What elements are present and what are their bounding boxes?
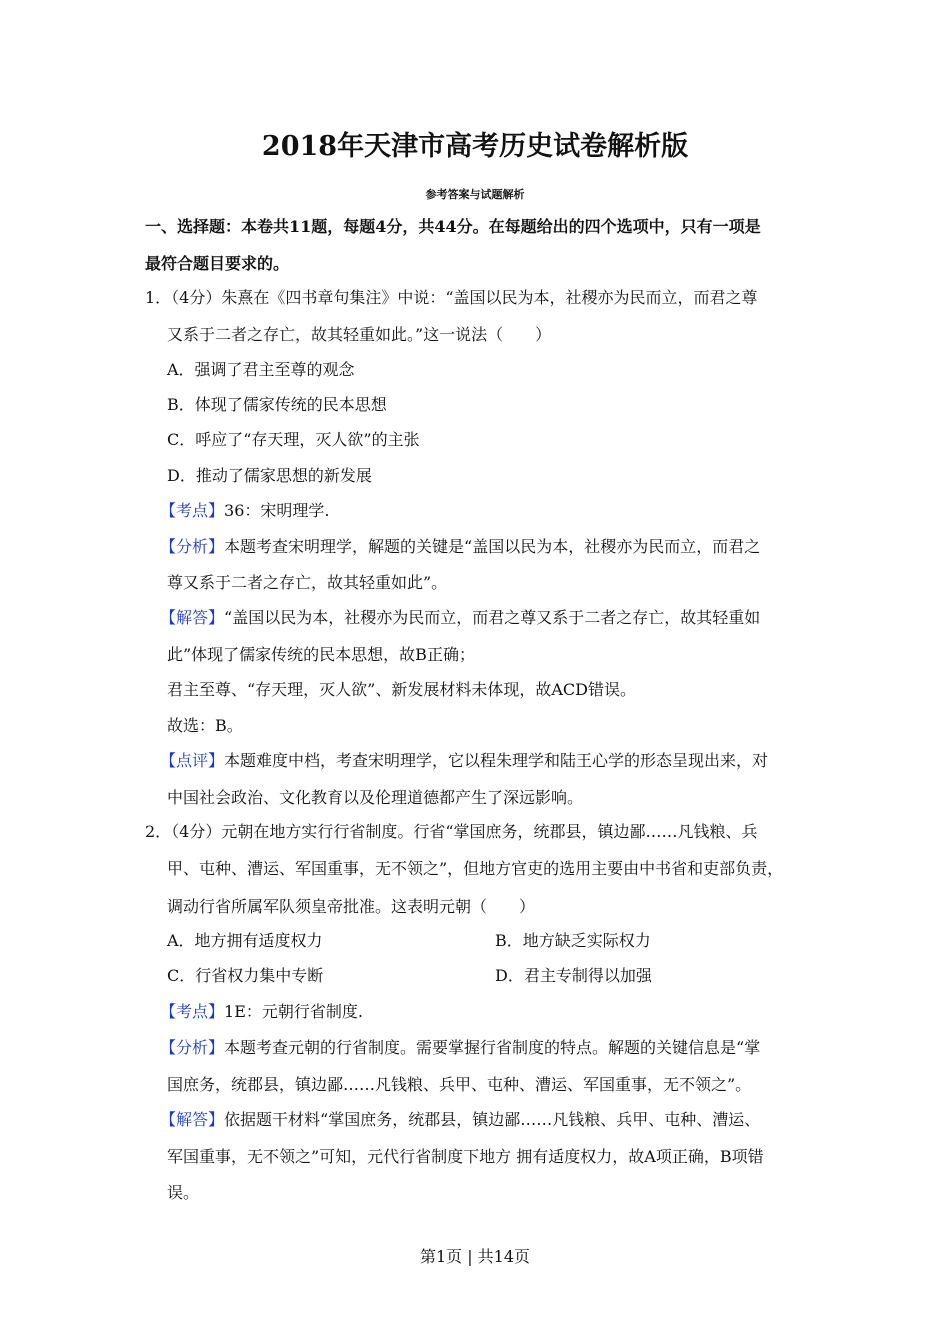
fenxi-text: 本题考查元朝的行省制度。需要掌握行省制度的特点。解题的关键信息是“掌: [224, 1038, 761, 1057]
q2-option-b: B．地方缺乏实际权力: [495, 931, 651, 950]
q1-option-d: D．推动了儒家思想的新发展: [167, 466, 372, 485]
q1-stem-cont: 又系于二者之存亡，故其轻重如此。”这一说法（ ）: [167, 325, 552, 344]
jieda-text: “盖国以民为本，社稷亦为民而立，而君之尊又系于二者之存亡，故其轻重如: [224, 608, 761, 627]
q1-option-c: C．呼应了“存天理，灭人欲”的主张: [167, 430, 420, 449]
q2-jieda: [160, 1110, 760, 1130]
q1-jieda-cont: 君主至尊、“存天理，灭人欲”、新发展材料未体现，故ACD错误。: [167, 680, 636, 699]
section-heading: 一、选择题：本卷共11题，每题4分，共44分。在每题给出的四个选项中，只有一项是: [145, 217, 761, 236]
q1-kaodian: [160, 501, 329, 521]
section-heading-cont: 最符合题目要求的。: [145, 254, 290, 273]
kaodian-tag: 【考点】: [160, 501, 225, 520]
q2-option-c: C．行省权力集中专断: [167, 966, 324, 985]
q1-jieda: [160, 608, 760, 628]
q2-jieda-cont: 军国重事，无不领之”可知，元代行省制度下地方 拥有适度权力，故A项正确，B项错: [167, 1147, 764, 1166]
page-footer: 第1页 | 共14页: [419, 1247, 531, 1266]
q2-stem-cont: 调动行省所属军队须皇帝批准。这表明元朝（ ）: [167, 897, 536, 916]
jieda-text: 依据题干材料“掌国庶务，统郡县，镇边鄙……凡钱粮、兵甲、屯种、漕运、: [224, 1110, 761, 1129]
kaodian-text: 36：宋明理学.: [224, 501, 330, 520]
q1-fenxi-cont: 尊又系于二者之存亡，故其轻重如此”。: [167, 573, 448, 592]
document-subtitle: 参考答案与试题解析: [425, 188, 525, 201]
q1-jieda-cont: 此”体现了儒家传统的民本思想，故B正确；: [167, 645, 475, 664]
q1-dianping: [160, 751, 768, 771]
fenxi-text: 本题考查宋明理学，解题的关键是“盖国以民为本，社稷亦为民而立，而君之: [224, 537, 761, 556]
q2-jieda-cont: 误。: [167, 1183, 200, 1202]
q2-fenxi-cont: 国庶务，统郡县，镇边鄙……凡钱粮、兵甲、屯种、漕运、军国重事，无不领之”。: [167, 1075, 752, 1094]
q1-dianping-cont: 中国社会政治、文化教育以及伦理道德都产生了深远影响。: [167, 788, 584, 807]
kaodian-text: 1E：元朝行省制度.: [224, 1002, 363, 1021]
q1-option-b: B．体现了儒家传统的民本思想: [167, 395, 387, 414]
dianping-text: 本题难度中档，考查宋明理学，它以程朱理学和陆王心学的形态呈现出来，对: [224, 751, 769, 770]
q2-stem: 2．（4分）元朝在地方实行行省制度。行省“掌国庶务，统郡县，镇边鄙……凡钱粮、兵: [145, 822, 758, 841]
document-title: 2018年天津市高考历史试卷解析版: [261, 131, 689, 162]
q1-stem: 1．（4分）朱熹在《四书章句集注》中说：“盖国以民为本，社稷亦为民而立，而君之尊: [145, 288, 758, 307]
dianping-tag: 【点评】: [160, 751, 225, 770]
q1-answer: 故选：B。: [167, 716, 243, 735]
q2-option-a: A．地方拥有适度权力: [167, 931, 323, 950]
q2-fenxi: [160, 1038, 760, 1058]
q2-stem-cont: 甲、屯种、漕运、军国重事，无不领之”，但地方官吏的选用主要由中书省和吏部负责，: [167, 859, 784, 878]
q1-option-a: A．强调了君主至尊的观念: [167, 360, 355, 379]
jieda-tag: 【解答】: [160, 608, 225, 627]
jieda-tag: 【解答】: [160, 1110, 225, 1129]
fenxi-tag: 【分析】: [160, 537, 225, 556]
q2-kaodian: [160, 1002, 363, 1022]
q1-fenxi: [160, 537, 760, 557]
kaodian-tag: 【考点】: [160, 1002, 225, 1021]
fenxi-tag: 【分析】: [160, 1038, 225, 1057]
q2-option-d: D．君主专制得以加强: [495, 966, 652, 985]
